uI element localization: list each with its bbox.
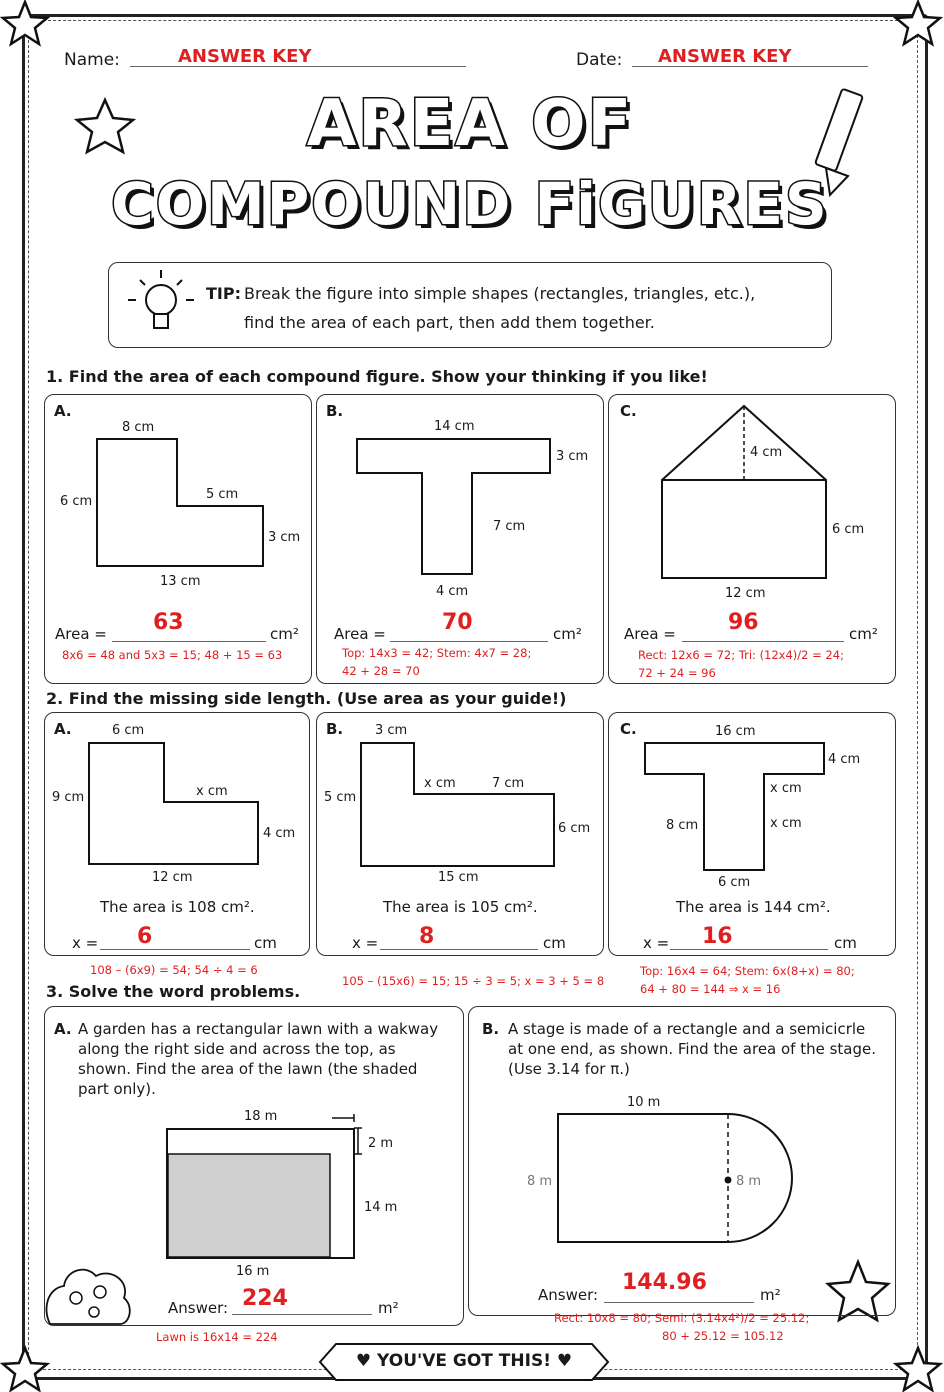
figure-1c-house-shape [660, 404, 830, 580]
answer-1c: 96 [728, 610, 759, 635]
title-line-1: AREA OF [306, 87, 634, 161]
section-2-heading: 2. Find the missing side length. (Use area as your guide!) [46, 689, 567, 708]
answer-2a: 6 [137, 924, 153, 949]
fig-2c-top: 16 cm [715, 724, 756, 739]
strip-dimension-marker [330, 1112, 364, 1162]
area-label-1b: Area = [334, 625, 386, 643]
area-text-2b: The area is 105 cm². [383, 898, 538, 916]
problem-1c-letter: C. [620, 402, 637, 420]
unit-3a: m² [378, 1299, 399, 1317]
fig-1c-bottom: 12 cm [725, 586, 766, 601]
fig-1b-bottom: 4 cm [436, 584, 469, 599]
answer-1a-field[interactable] [112, 641, 266, 642]
fig-1a-step: 5 cm [206, 487, 239, 502]
fig-1b-right: 3 cm [556, 449, 589, 464]
pencil-icon [815, 89, 863, 172]
fig-3b-diameter: 8 m [736, 1174, 762, 1189]
work-1a: 8x6 = 48 and 5x3 = 15; 48 + 15 = 63 [62, 648, 283, 662]
problem-3b-line3: (Use 3.14 for π.) [508, 1060, 630, 1078]
unit-3b: m² [760, 1286, 781, 1304]
problem-2a-letter: A. [54, 720, 72, 738]
tip-label: TIP: [206, 284, 241, 303]
work-3b-line2: 80 + 25.12 = 105.12 [662, 1329, 784, 1343]
fig-3a-side: 14 m [364, 1200, 398, 1215]
title-line-2: COMPOUND FiGURES [111, 170, 829, 238]
area-text-2c: The area is 144 cm². [676, 898, 831, 916]
unit-1a: cm² [270, 625, 299, 643]
fig-1a-bottom: 13 cm [160, 574, 201, 589]
date-value: ANSWER KEY [658, 46, 792, 67]
work-1c-line2: 72 + 24 = 96 [638, 666, 716, 680]
unit-2b: cm [543, 934, 566, 952]
x-label-2b: x = [352, 934, 379, 952]
fig-2b-step: 7 cm [492, 776, 525, 791]
tip-line-1: Break the figure into simple shapes (rectangles, triangles, etc.), [244, 284, 756, 303]
fig-3b-top: 10 m [627, 1095, 661, 1110]
star-icon [3, 2, 47, 44]
answer-label-3a: Answer: [168, 1299, 229, 1317]
work-1b-line1: Top: 14x3 = 42; Stem: 4x7 = 28; [342, 646, 532, 660]
lightbulb-icon [126, 268, 196, 342]
fig-2c-x2: x cm [770, 816, 802, 831]
problem-1b-letter: B. [326, 402, 344, 420]
fig-2b-x: x cm [424, 776, 456, 791]
problem-3a-line4: part only). [78, 1080, 156, 1098]
answer-3a-field[interactable] [232, 1314, 372, 1315]
work-2c-line2: 64 + 80 = 144 ⇒ x = 16 [640, 982, 781, 996]
work-3b-line1: Rect: 10x8 = 80; Semi: (3.14x4²)/2 = 25.12; [554, 1311, 810, 1325]
fig-1c-right: 6 cm [832, 522, 865, 537]
fig-3a-top: 18 m [244, 1109, 278, 1124]
answer-3b-field[interactable] [604, 1302, 754, 1303]
problem-3b-line2: at one end, as shown. Find the area of the stage. [508, 1040, 877, 1058]
unit-1c: cm² [849, 625, 878, 643]
unit-2a: cm [254, 934, 277, 952]
name-value: ANSWER KEY [178, 46, 312, 67]
answer-1c-field[interactable] [682, 641, 844, 642]
problem-2c-letter: C. [620, 720, 637, 738]
problem-3a-line2: along the right side and across the top, as [78, 1040, 396, 1058]
flower-bush-icon [40, 1248, 136, 1328]
fig-2a-top: 6 cm [112, 723, 145, 738]
problem-2b-letter: B. [326, 720, 344, 738]
figure-2c-t-shape [644, 742, 826, 872]
answer-2b: 8 [419, 924, 435, 949]
section-1-heading: 1. Find the area of each compound figure. Show your thinking if you like! [46, 367, 708, 386]
work-1c-line1: Rect: 12x6 = 72; Tri: (12x4)/2 = 24; [638, 648, 844, 662]
area-label-1c: Area = [624, 625, 676, 643]
tip-line-2: find the area of each part, then add them together. [244, 313, 655, 332]
fig-2b-bottom: 15 cm [438, 870, 479, 885]
answer-2c-field[interactable] [670, 949, 828, 950]
problem-3b-letter: B. [482, 1020, 500, 1038]
work-1b-line2: 42 + 28 = 70 [342, 664, 420, 678]
figure-2b-l-shape [360, 742, 556, 868]
problem-3a-line3: shown. Find the area of the lawn (the shaded [78, 1060, 418, 1078]
problem-3a-line1: A garden has a rectangular lawn with a wakway [78, 1020, 439, 1038]
fig-2a-left: 9 cm [52, 790, 85, 805]
star-icon [896, 1348, 940, 1390]
answer-2a-field[interactable] [100, 949, 250, 950]
problem-3a-letter: A. [54, 1020, 72, 1038]
fig-2a-bottom: 12 cm [152, 870, 193, 885]
answer-1b-field[interactable] [390, 641, 548, 642]
problem-1a-letter: A. [54, 402, 72, 420]
fig-2a-x: x cm [196, 784, 228, 799]
fig-1b-stem: 7 cm [493, 519, 526, 534]
answer-1b: 70 [442, 610, 473, 635]
fig-1b-top: 14 cm [434, 419, 475, 434]
fig-2c-bottom: 6 cm [718, 875, 751, 890]
work-2a: 108 – (6x9) = 54; 54 ÷ 4 = 6 [90, 963, 258, 977]
answer-1a: 63 [153, 610, 184, 635]
figure-1b-t-shape [356, 438, 552, 576]
fig-2b-left: 5 cm [324, 790, 357, 805]
name-label: Name: [64, 50, 120, 70]
fig-2b-top: 3 cm [375, 723, 408, 738]
work-2c-line1: Top: 16x4 = 64; Stem: 6x(8+x) = 80; [640, 964, 855, 978]
work-2b: 105 – (15x6) = 15; 15 ÷ 3 = 5; x = 3 + 5 = 8 [342, 974, 605, 988]
unit-1b: cm² [553, 625, 582, 643]
fig-1a-right: 3 cm [268, 530, 301, 545]
fig-2c-right: 4 cm [828, 752, 861, 767]
answer-3b: 144.96 [622, 1270, 707, 1295]
fig-2c-left: 8 cm [666, 818, 699, 833]
answer-label-3b: Answer: [538, 1286, 599, 1304]
answer-2b-field[interactable] [380, 949, 538, 950]
figure-3a-garden [166, 1128, 356, 1260]
area-text-2a: The area is 108 cm². [100, 898, 255, 916]
fig-1a-top: 8 cm [122, 420, 155, 435]
answer-3a: 224 [242, 1286, 288, 1311]
fig-3a-strip: 2 m [368, 1136, 394, 1151]
x-label-2c: x = [643, 934, 670, 952]
fig-1a-left: 6 cm [60, 494, 93, 509]
figure-2a-l-shape [88, 742, 260, 866]
fig-2a-right: 4 cm [263, 826, 296, 841]
footer-banner-text: ♥ YOU'VE GOT THIS! ♥ [355, 1351, 573, 1371]
work-3a: Lawn is 16x14 = 224 [156, 1330, 278, 1344]
date-label: Date: [576, 50, 623, 70]
fig-3a-bottom: 16 m [236, 1264, 270, 1279]
star-icon [896, 2, 940, 44]
fig-3b-left: 8 m [527, 1174, 553, 1189]
fig-2c-x1: x cm [770, 781, 802, 796]
fig-1c-height: 4 cm [750, 445, 783, 460]
figure-1a-l-shape [96, 438, 266, 568]
star-icon [3, 1348, 47, 1390]
tip-box [108, 262, 832, 348]
area-label-1a: Area = [55, 625, 107, 643]
x-label-2a: x = [72, 934, 99, 952]
star-mascot-icon [77, 100, 133, 152]
section-3-heading: 3. Solve the word problems. [46, 982, 301, 1001]
fig-2b-right: 6 cm [558, 821, 591, 836]
problem-3b-line1: A stage is made of a rectangle and a semicicrle [508, 1020, 866, 1038]
answer-2c: 16 [702, 924, 733, 949]
unit-2c: cm [834, 934, 857, 952]
